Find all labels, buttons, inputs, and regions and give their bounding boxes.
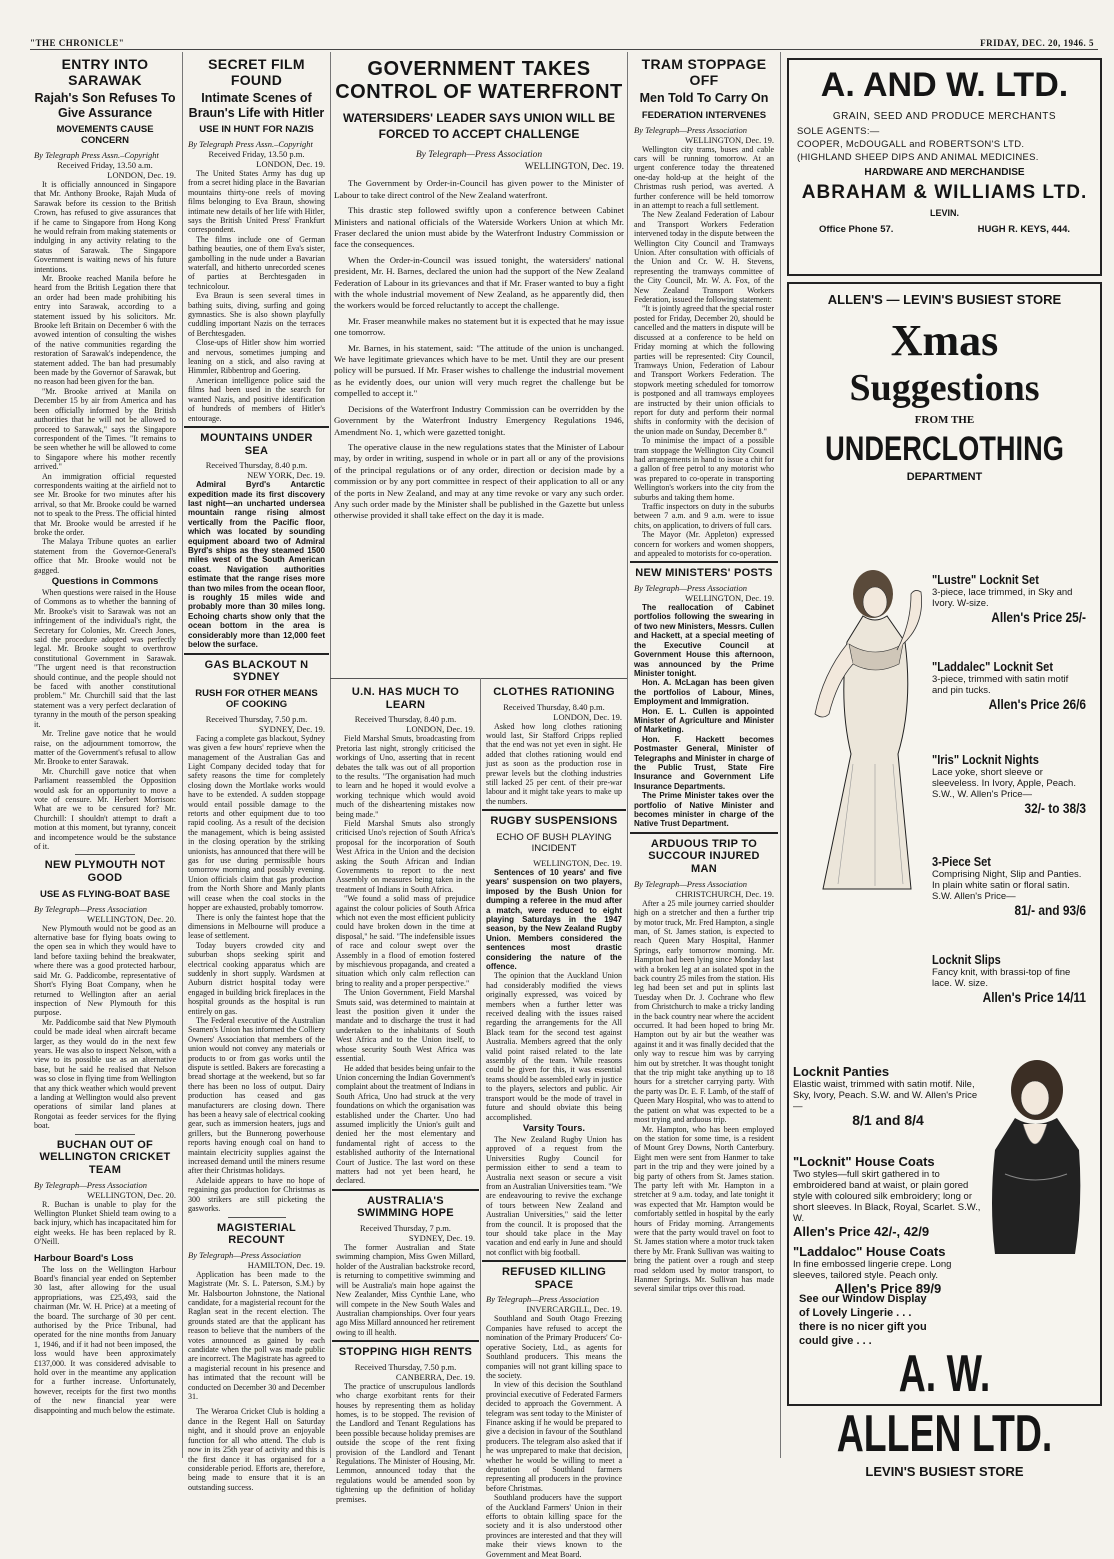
paragraph: Field Marshal Smuts also strongly criticised Uno's rejection of South Africa's proposal for the incorporation of South West Africa in the Union and the decision asking the South African and Indian Governments to report to the next Assembly on measures being taken in the treatment of Indians in South Africa. (336, 818, 475, 894)
paragraph: Hon. A. McLagan has been given the portfolios of Labour, Mines, Employment and Immigration. (634, 678, 774, 707)
article-tram-stoppage (630, 56, 778, 558)
product-laddalec-locknit-set (932, 659, 1086, 712)
divider (332, 1340, 479, 1342)
paragraph: The films include one of German bathing beauties, one of them Eva's sister, gambolling in the nude under a Bavarian waterfall, and hitherto unrecorded scenes of parties at Berchtesgaden in technicolour. (188, 234, 325, 291)
kicker: FEDERATION INTERVENES (641, 109, 767, 121)
article-buchan (30, 1139, 180, 1415)
paragraph: The Mayor (Mr. Appleton) expressed concern for workers and women shoppers, and appealed to motorists for co-operation. (634, 530, 774, 559)
dateline: INVERCARGILL, Dec. 19. (526, 1304, 622, 1315)
ad-brand-block (789, 1344, 1100, 1479)
article-swimming (332, 1195, 479, 1337)
paragraph: Adelaide appears to have no hope of regaining gas production for Christmas as 300 strikers are still picketing the gasworks. (188, 1175, 325, 1214)
paragraph: R. Buchan is unable to play for the Wellington Plunket Shield team owing to a back injury, which has incapacitated him for eight weeks. He has been replaced by R. O'Neill. (34, 1199, 176, 1247)
paragraph: The Weraroa Cricket Club is holding a dance in the Regent Hall on Saturday night, and it should prove an enjoyable function for all who attend. The club is now in its 25th year of activity and this is the first dance it has organised for a considerable period. Efforts are, therefore, being made to ensure that it is an outstanding success. (188, 1407, 325, 1492)
received: Received Thursday, 7 p.m. (360, 1223, 451, 1234)
product-three-piece-set (932, 854, 1086, 918)
paragraph: When questions were raised in the House of Commons as to whether the banning of Mr. Brooke's visit to Sarawak was not an infringement of the individual's right, the Secretary for Colonies, Mr. Creech Jones, said the procedure adopted was perfectly legal. Mr. Brooke sought to overthrow constitutional Government in Sarawak. "The urgent need is that reconstruction should continue, and the people should not be faced with another constitutional problem." Mr. Churchill said that the last statement was a very perfect declaration of tyranny in the mouth of the person speaking it. (34, 588, 176, 729)
paragraph: The Malaya Tribune quotes an earlier statement from the Governor-General's office that Mr. Brooke would not be gagged. (34, 537, 176, 575)
paragraph: The former Australian and State swimming champion, Miss Gwen Millard, holder of the Australian backstroke record, is returning to competitive swimming and will be Australia's main hope against the New Zealander, Miss Cynthie Lane, who will compete in the New South Wales and Australian championships. Over four years ago Miss Millard announced her retirement owing to ill health. (336, 1243, 475, 1337)
paragraph: The opinion that the Auckland Union had considerably modified the views originally expressed, was voiced by members when a further letter was received dealing with the issues raised regarding the arrangements for the All Black team for the second test against Australia. Members agreed that the only valid point raised related to the late assembly of the team. While reasons could be given for this, it was essential teams should be assembled early in justice to the players, selectors and public. Air transport would be the mode of travel in future and should obviate this being accomplished. (486, 971, 622, 1122)
dateline: WELLINGTON, Dec. 19. (685, 593, 774, 604)
column-divider (480, 678, 481, 1458)
paragraph: Hon. F. Hackett becomes Postmaster General, Minister of Telegraphs and Minister in charge of the Public Trust, State Fire Insurance and Government Life Insurance Departments. (634, 734, 774, 791)
paragraph: Mr. Hampton, who has been employed on the station for some time, is a resident of Mount Grey Downs, North Canterbury. Eight men were sent from Hanmer to take part in the trip and they were joined by a big party of others from St. James station. The party left with Mr. Hampton in a stretcher at 9 a.m. today, and late tonight it was expected that Mr. Hampton would be comfortably settled in hospital by the early hours of Friday morning. Arrangements were that the party would travel on foot to St. James station where a motor truck taken there by Mr. Frank Sullivan was waiting to bring the patient over a rough and steep road seldom used by motor transport, to Hanmer Springs. Mr. Sullivan has made several similar trips over this road. (634, 1124, 774, 1294)
divider (482, 1260, 626, 1262)
headline: STOPPING HIGH RENTS (338, 1346, 473, 1359)
paragraph: This drastic step followed swiftly upon a conference between Cabinet Ministers and national officials of the Waterside Workers Union at which Mr. Fraser declared the union must abide by the Waterfront Industry Commission or face the consequences. (334, 205, 624, 250)
ad-brand: A. W. ALLEN LTD. (836, 1345, 1053, 1463)
paragraph: Eva Braun is seen several times in bathing suits, diving, surfing and going gymnastics. She is also shown playfully cuddling important Nazis on the terraces of Berchtesgaden. (188, 291, 325, 338)
main-subheadline: WATERSIDERS' LEADER SAYS UNION WILL BE FORCED TO ACCEPT CHALLENGE (343, 111, 615, 142)
product-description: Comprising Night, Slip and Panties. In plain white satin or floral satin. S.W. Allen's Price— (932, 869, 1082, 902)
subheadline: Men Told To Carry On (639, 91, 769, 106)
dateline: CHRISTCHURCH, Dec. 19. (675, 888, 774, 899)
product-name: "Laddalec" Locknit Set (932, 659, 1054, 674)
ad-title: A. AND W. LTD. (820, 66, 1069, 104)
column-divider (780, 52, 781, 1458)
paragraph: The Federal executive of the Australian Seamen's Union has informed the Colliery Owners' Association that members of the union would not convey any materials or products to or from gas works until the dispute is settled. Bakers are forecasting a bread shortage at the weekend, but so far there has been no loss of output. Dairy production has ceased and gas manufacturers are closing down. There has been a heavy sale of electrical cooking gear, such as immersion heaters, jugs and grillers, but the Bunnerong powerhouse reports having enough coal on hand to maintain electricity supplies against the increased demand until the miners resume after their Christmas holidays. (188, 1015, 325, 1176)
ad-line: (HIGHLAND SHEEP DIPS AND ANIMAL MEDICINES. (797, 152, 1039, 163)
divider (184, 426, 329, 428)
ad-header: ALLEN'S — LEVIN'S BUSIEST STORE (827, 292, 1062, 307)
paragraph: "We found a solid mass of prejudice against the colour policies of South Africa which not even the most efficient publicity could have broken down in the time at disposal," he said. "The indefensible issues of race and colour swept over the Assembly in a flood of emotion fostered by mischievous propaganda, and created a situation which only calm reflection can bring to reality and a proper perspective." (336, 894, 475, 988)
paragraph: The Union Government, Field Marshal Smuts said, was determined to maintain at least the position given it under the mandate and to discharge the trust it had undertaken to the inhabitants of South West Africa and to the Union itself, to whose security South West Africa was essential. (336, 988, 475, 1064)
product-laddaloc-house-coats (793, 1244, 983, 1296)
header-rule (30, 49, 1098, 50)
paragraph: Mr. Barnes, in his statement, said: "The attitude of the union is unchanged. We have legitimate grievances which have to be met. Until they are our present policy will be pursued. If Mr. Fraser wishes to challenge the industrial movement as he evidently does, our union will very much regret the challenge but be compelled to accept it." (334, 342, 624, 399)
housecoat-figure-illustration (975, 1054, 1095, 1254)
article-rugby (482, 815, 626, 1257)
paragraph: Decisions of the Waterfront Industry Commission can be overridden by the Government by the Waterfront Industry Emergency Regulations 1946, Amendment No. 1, which were gazetted tonight. (334, 403, 624, 437)
product-description: In fine embossed lingerie crepe. Long sleeves, tailored style. Peach only. (793, 1259, 952, 1281)
paragraph: "Mr. Brooke arrived at Manila on December 15 by air from America and has been officially informed by the British authorities that he will not be allowed to proceed to Sarawak," says the Singapore correspondent of the Times. "It remains to be seen whether he will be allowed to come to Singapore where his mother recently arrived." (34, 386, 176, 472)
ad-phone: Office Phone 57. (819, 224, 894, 235)
article-new-plymouth (30, 859, 180, 1130)
divider (630, 832, 778, 834)
ad-line: HARDWARE AND MERCHANDISE (864, 167, 1025, 178)
headline: NEW MINISTERS' POSTS (635, 567, 773, 580)
product-locknit-panties (793, 1064, 983, 1128)
product-description: Elastic waist, trimmed with satin motif. Nile, Sky, Ivory, Peach. S.W. and W. Allen's Price— (793, 1079, 978, 1112)
paragraph: Mr. Treline gave notice that he would raise, on the adjournment tomorrow, the matter of the Government's refusal to allow Mr. Brooke to enter Sarawak. (34, 729, 176, 767)
product-name: "Laddaloc" House Coats (793, 1244, 946, 1259)
dateline: LONDON, Dec. 19. (107, 169, 176, 180)
ad-line: COOPER, McDOUGALL and ROBERTSON'S LTD. (797, 139, 1025, 150)
kicker: USE AS FLYING-BOAT BASE (39, 888, 171, 900)
column-5 (630, 52, 778, 1458)
paragraph: In view of this decision the Southland provincial executive of Federated Farmers decided to approach the Government. A telegram was sent today to the Minister of Finance asking if he would be prepared to give a decision in favour of the Southland producers. The telegram also asked that if he was unprepared to make that decision, whether he would be willing to meet a deputation of Southland farmers representing all producers in the province before Christmas. (486, 1380, 622, 1493)
column-3 (332, 682, 479, 1504)
paragraph: Close-ups of Hitler show him worried and nervous, sometimes jumping and leaning on a stick, and also raving at Himmler, Ribbentrop and Goering. (188, 338, 325, 376)
headline: RUGBY SUSPENSIONS (490, 815, 618, 828)
received: Received Thursday, 7.50 p.m. (205, 713, 308, 724)
product-description: 3-piece, trimmed with satin motif and pin tucks. (932, 674, 1069, 696)
byline: By Telegraph—Press Association (34, 903, 148, 914)
ad-from: FROM THE (914, 414, 975, 426)
kicker: USE IN HUNT FOR NAZIS (199, 123, 314, 135)
nightgown-figure-illustration (793, 564, 943, 894)
headline: U.N. HAS MUCH TO LEARN (351, 686, 460, 711)
ad-company: ABRAHAM & WILLIAMS LTD. (801, 182, 1088, 203)
headline: NEW PLYMOUTH NOT GOOD (44, 859, 166, 885)
subheadline: Rajah's Son Refuses To Give Assurance (34, 91, 176, 120)
byline: By Telegraph—Press Association (634, 878, 748, 889)
paragraph: Traffic inspectors on duty in the suburbs between 7 a.m. and 9 a.m. were to issue chits, on application, to drivers of full cars. (634, 502, 774, 530)
received: Received Thursday, 8.40 p.m. (354, 714, 457, 725)
paragraph: When the Order-in-Council was issued tonight, the watersiders' national president, Mr. H. Barnes, declared the union had the support of the New Zealand Federation of Labour in its grievances and that if Mr. Fraser wanted to buy a fight with the whole industrial movement of New Zealand, as he apparently did, then the workers would be forced reluctantly to accept the challenge. (334, 254, 624, 311)
paragraph: The reallocation of Cabinet portfolios following the swearing in of two new Ministers, Messrs. Cullen and Hackett, at a special meeting of the Executive Council at Government House this afternoon, was announced by the Prime Minister tonight. (634, 603, 774, 678)
column-divider (627, 52, 628, 1458)
paragraph: Hon. E. L. Cullen is appointed Minister of Agriculture and Minister of Marketing. (634, 706, 774, 735)
kicker: ECHO OF BUSH PLAYING INCIDENT (496, 831, 612, 854)
paragraph: The New Zealand Federation of Labour and Transport Workers Federation intervened today in the dispute between the Wellington City Council and Tramways Union. After consultation with officials of the Union and Cr. W. H. Stevens, representing the tramways committee of the City Council, Mr. W. A. Fox, of the New Zealand Transport Workers Federation, issued the following statement: (634, 210, 774, 305)
window-display-promo (799, 1292, 999, 1348)
article-rents (332, 1346, 479, 1504)
headline: ENTRY INTO SARAWAK (61, 56, 149, 89)
main-headline: GOVERNMENT TAKES CONTROL OF WATERFRONT (335, 58, 623, 103)
ad-suggestions: Suggestions (849, 367, 1040, 409)
ad-line: SOLE AGENTS:— (797, 126, 880, 137)
product-price: Allen's Price 42/-, 42/9 (793, 1224, 930, 1239)
product-lustre-locknit-set (932, 572, 1086, 625)
paragraph: Facing a complete gas blackout, Sydney was given a few hours' reprieve when the management of the Australian Gas and Light Company decided today that for safety reasons the time for completely closing down the Mortlake works would have to be extended. A sudden stoppage would entail possible damage to the retorts and other equipment due to too rapid cooling. As a result of the decision the management, which is being assisted in the closing operation by the striking unionists, has announced that there will be gas for use during permissible hours tomorrow morning and possibly evening. Union officials claim that gas production from the North Shore and Manly plants will cease when the coal stocks in the hopper are exhausted, probably tomorrow. (188, 733, 325, 913)
paragraph: The New Zealand Rugby Union has approved of a request from the Universities Rugby Council for permission either to send a team to Australia next season or secure a visit from an Australian Universities team. "We are endeavouring to revive the exchange of tours between New Zealand and Australian Universities," said the letter from the council. It is proposed that the tour should take place in the May vacation and end early in June and should not conflict with big football. (486, 1134, 622, 1257)
paragraph: The Government by Order-in-Council has given power to the Minister of Labour to take direct control of the New Zealand waterfront. (334, 178, 624, 200)
byline: By Telegraph—Press Association (634, 583, 748, 594)
headline: GAS BLACKOUT N SYDNEY (204, 658, 309, 684)
byline: By Telegraph Press Assn.–Copyright (34, 149, 159, 160)
ad-xmas: Xmas (890, 316, 999, 365)
ad-underclothing: UNDERCLOTHING (825, 430, 1064, 468)
divider (75, 1134, 135, 1135)
ad-tagline: LEVIN'S BUSIEST STORE (865, 1464, 1024, 1479)
paragraph: Wellington city trams, buses and cable cars will be running tomorrow. At an urgent conference today the threatened one-day hold-up at the height of the Christmas rush period, was averted. A further conference will be held tomorrow in an attempt to reach a full settlement. (634, 144, 774, 210)
promo-line: could give . . . (799, 1335, 872, 1347)
dateline: WELLINGTON, Dec. 20. (87, 913, 176, 924)
paragraph: It is officially announced in Singapore that Mr. Anthony Brooke, Rajah Muda of Sarawak before its cession to the British Crown, has refused to give assurances that if he came to Singapore from Hong Kong he would refrain from making statements or indulging in any activity relating to the status of Sarawak. The Singapore Government is waiting news of his future intentions. (34, 179, 176, 274)
paragraph: New Plymouth would not be good as an alternative base for flying boats owing to the open sea in which they would have to land before taxiing behind the breakwater, where there was a good protected harbour, said Mr. G. Paddicombe, representative of Short's Flying Boat Company, when he returned to Wellington after an aerial inspection of New Plymouth for this purpose. (34, 923, 176, 1018)
product-name: "Iris" Locknit Nights (932, 752, 1039, 767)
column-divider (330, 52, 331, 1458)
paragraph: American intelligence police said the films had been used in the search for wanted Nazis, and positive identification of hundreds of members of Hitler's entourage. (188, 375, 325, 423)
byline: By Telegraph—Press Association (486, 1294, 600, 1305)
byline: By Telegraph—Press Association (188, 1249, 302, 1260)
paragraph: Asked how long clothes rationing would last, Sir Stafford Cripps replied that the end was not yet even in sight. He added that clothes rationing would end just as soon as the production rose in prewar levels but the clothing industries still lacked 25 per cent. of their pre-war labour and it might take years to make up the numbers. (486, 721, 622, 806)
product-price: 8/1 and 8/4 (852, 1112, 924, 1128)
dateline: WELLINGTON, Dec. 19. (524, 162, 624, 173)
ad-town: LEVIN. (929, 208, 959, 218)
dateline: WELLINGTON, Dec. 20. (87, 1189, 176, 1200)
headline: AUSTRALIA'S SWIMMING HOPE (357, 1194, 454, 1220)
article-gas-blackout (184, 659, 329, 1214)
dateline: SYDNEY, Dec. 19. (408, 1233, 475, 1244)
paragraph: The loss on the Wellington Harbour Board's financial year ended on September 30 last, after allowing for the usual appropriations, was £25,493, said the chairman (Mr. W. H. Price) at a meeting of the board. The surcharge of 30 per cent. authorised by the Price Tribunal, had operated for the nine months from January 1, 1946, and if it had not been imposed, the loss would have been approximately £137,000. It was considered advisable to hold over in the meantime any application for a further increase. Unfortunately, however, receipts for the first two months of the new financial year were disappointing and much below the estimate. (34, 1264, 176, 1415)
paragraph: The United States Army has dug up from a secret hiding place in the Bavarian mountains thirty-one reels of moving films belonging to Eva Braun, showing intimate new details of her life with Hitler, says the British United Press' Frankfurt correspondent. (188, 168, 325, 235)
divider (332, 1189, 479, 1191)
column-4 (482, 682, 626, 1559)
product-name: "Locknit" House Coats (793, 1154, 935, 1169)
paragraph: Mr. Fraser meanwhile makes no statement but it is expected that he may issue one tomorrow. (334, 315, 624, 338)
received: Received Friday, 13.50 p.m. (208, 148, 305, 159)
ad-manager: HUGH R. KEYS, 444. (977, 224, 1070, 235)
product-description: 3-piece, lace trimmed, in Sky and Ivory. W-size. (932, 587, 1073, 609)
paragraph: Sentences of 10 years' and five years' suspension on two players, imposed by the Bush Union for dumping a referee in the mud after a match, were reduced to eight playing Saturdays in the 1947 season, by the New Zealand Rugby Union. Members considered the sentences most drastic considering the nature of the offence. (486, 867, 622, 971)
product-price: Allen's Price 89/9 (834, 1281, 942, 1296)
column-1 (30, 52, 180, 1458)
dateline: NEW YORK, Dec. 19. (247, 470, 325, 481)
article-secret-film (184, 56, 329, 423)
dateline: WELLINGTON, Dec. 19. (685, 134, 774, 145)
dateline: SYDNEY, Dec. 19. (258, 723, 325, 734)
paragraph: The practice of unscrupulous landlords who charge exorbitant rents for their houses by representing them as holiday homes, is to be stopped. The revision of the Landlord and Tenant Regulations has been possible because holiday premises are outside the scope of the rent fixing provision of the Landlord and Tenant Regulations. The Minister of Housing, Mr. Lemmon, announced today that the regulations would be amended soon by tightening up the definition of holiday premises. (336, 1381, 475, 1504)
dateline: HAMILTON, Dec. 19. (247, 1259, 325, 1270)
received: Received Thursday, 8.40 p.m. (503, 701, 605, 712)
headline: TRAM STOPPAGE OFF (641, 56, 767, 89)
paragraph: Field Marshal Smuts, broadcasting from Pretoria last night, strongly criticised the workings of Uno, asserting that in recent debates the talk was out of all proportion to the results. "The organisation had much to learn and he hoped it would evolve a working technique which would avoid much of the disheartening mistakes now being made." (336, 734, 475, 819)
headline: ARDUOUS TRIP TO SUCCOUR INJURED MAN (648, 837, 760, 876)
paragraph: To minimise the impact of a possible tram stoppage the Wellington City Council had arrangements in hand to issue a chit for a gallon of free petrol to any motorist who was prepared to co-operate in transporting Wellington's workers into the city from the suburbs and taking them home. (634, 436, 774, 502)
paragraph: Today buyers crowded city and suburban shops seeking spirit and electrical cooking apparatus which are suddenly in short supply. Wardsmen at Auburn district hospital today were engaged in building brick fireplaces in the hospital grounds as the hospital is run entirely on gas. (188, 940, 325, 1016)
paragraph: Southland producers have the support of the Auckland Farmers' Union in their efforts to obtain killing space for the society and it is also understood other provinces are interested and that they will make their views known to the Government and Meat Board. (486, 1493, 622, 1559)
article-mountains (184, 432, 329, 650)
product-price: Allen's Price 26/6 (988, 696, 1086, 712)
article-clothes-rationing (482, 686, 626, 806)
divider (75, 854, 135, 855)
paragraph: The operative clause in the new regulations states that the Minister of Labour may, by order in writing, suspend in whole or in part all or any of the provisions of the principal regulations or of any order, direction or decision made by a commission or by any port committee in respect of their application to all or any of the ports in New Zealand, and may at any time revoke or vary any such order. Any such order made by the Minister shall be published in the Gazette but unless otherwise provided it shall take effect on the day it is made. (334, 441, 624, 521)
product-name: 3-Piece Set (932, 854, 991, 869)
kicker: RUSH FOR OTHER MEANS OF COOKING (195, 687, 318, 710)
headline: BUCHAN OUT OF WELLINGTON CRICKET TEAM (39, 1138, 171, 1176)
paragraph: Admiral Byrd's Antarctic expedition made its first discovery last night—an uncharted undersea mountain range rising almost vertically from the Pacific floor, which was located by sounding equipment aboard two of Admiral Byrd's ships as they steamed 1500 miles west of the South American coast. Navigation authorities estimate that the range rises more than two miles from the ocean floor, is roughly 15 miles wide and probably more than 30 miles long. Echoing charts show only that the ocean bottom in the area is considerably more than 12,000 feet below the surface. (188, 480, 325, 650)
article-sarawak (30, 56, 180, 851)
divider (630, 561, 778, 563)
promo-line: See our Window Display (799, 1293, 927, 1305)
paragraph: Application has been made to the Magistrate (Mr. S. L. Paterson, S.M.) by Mr. Halsbourton Johnstone, the National candidate, for a magisterial recount for the Raglan seat in the recent election. The grounds stated are that the applicant has reason to believe that the numbers of the votes announced as gained by each candidate when the poll was made public are incorrect. The Magistrate has agreed to a magisterial recount in his presence and has intimated that the recount will be conducted on December 30 and December 31. (188, 1269, 325, 1402)
paper-name: "THE CHRONICLE" (30, 38, 125, 48)
headline: REFUSED KILLING SPACE (501, 1266, 607, 1291)
section-head: Questions in Commons (51, 576, 159, 587)
dateline: LONDON, Dec. 19. (406, 724, 475, 735)
dateline: CANBERRA, Dec. 19. (395, 1371, 475, 1382)
article-arduous-trip (630, 838, 778, 1294)
product-price: Allen's Price 14/11 (982, 989, 1086, 1005)
promo-line: there is no nicer gift you (799, 1321, 927, 1333)
page-date: FRIDAY, DEC. 20, 1946. 5 (980, 38, 1094, 48)
byline: By Telegraph—Press Association (34, 1179, 148, 1190)
paragraph: Southland and South Otago Freezing Companies have refused to accept the nomination of the Primary Producers' Co-operative Society, Ltd., as agents for Southland producers. This means the companies will not grant killing space to the society. (486, 1314, 622, 1380)
subheadline: Intimate Scenes of Braun's Life with Hitler (188, 91, 325, 120)
article-new-ministers (630, 567, 778, 828)
section-head: Harbour Board's Loss (34, 1252, 134, 1264)
product-name: Locknit Slips (932, 952, 1001, 967)
received: Received Thursday, 8.40 p.m. (205, 460, 308, 471)
paragraph: Mr. Brooke reached Manila before he heard from the British Legation there that an order had been made prohibiting his entry into Sarawak, according to a statement issued by his solicitors. Mr. Brooke left Britain on December 6 with the avowed intention of consulting the wishes of the native communities regarding the restoration of Sarawak's independence, the statement added. The ban had presumably been made by the Governor of Sarawak, but no reason had been given for the ban. (34, 274, 176, 387)
ad-line: GRAIN, SEED AND PRODUCE MERCHANTS (832, 111, 1057, 122)
column-2 (184, 52, 329, 1492)
received: Received Friday, 13.50 a.m. (57, 159, 153, 170)
headline: SECRET FILM FOUND (208, 56, 305, 89)
kicker: MOVEMENTS CAUSE CONCERN (56, 123, 154, 146)
divider (228, 1217, 286, 1218)
divider (482, 809, 626, 811)
product-description: Two styles—full skirt gathered in to embroidered band at waist, or plain gored style with coloured silk embroidery; long or short sleeves. In Black, Royal, Scarlet. S.W., W. (793, 1169, 981, 1224)
article-un (332, 686, 479, 1186)
advertisement-allens (787, 282, 1102, 1479)
product-description: Lace yoke, short sleeve or sleeveless. In Ivory, Apple, Peach. S.W., W. Allen's Price— (932, 767, 1076, 800)
product-name: Locknit Panties (793, 1064, 890, 1079)
byline: By Telegraph—Press Association (415, 150, 543, 161)
article-magisterial (184, 1222, 329, 1493)
paragraph: There is only the faintest hope that the dimensions in Melbourne will produce a lease of settlement. (188, 912, 325, 941)
received: Received Thursday, 7.50 p.m. (354, 1361, 457, 1372)
product-locknit-house-coats (793, 1154, 983, 1239)
dateline: LONDON, Dec. 19. (256, 158, 325, 169)
paragraph: Mr. Churchill gave notice that when Parliament reassembled the Opposition would ask for an opportunity to move a vote of censure. Mr. Herbert Morrison: What are we to be censured for? Mr. Churchill: I shouldn't attempt to draft a motion at this moment, but tyranny, conceit and incompetence would be the substance of it. (34, 766, 176, 851)
product-description: Fancy knit, with brassi-top of fine lace. W. size. (932, 967, 1071, 989)
headline: MOUNTAINS UNDER SEA (200, 431, 313, 457)
byline: By Telegraph—Press Association (634, 124, 748, 135)
product-price: Allen's Price 25/- (991, 609, 1086, 625)
paragraph: After a 25 mile journey carried shoulder high on a stretcher and then a further trip by motor truck, Mr. Fred Hampton, a single man, of St. James station, is expected to reach Queen Mary Hospital, Hanmer Springs, early tomorrow morning. Mr. Hampton had been lying since Monday last with a broken leg at an isolated spot in the back country 25 miles from the station. His leg had been set and put in splints last Tuesday when Dr. J. Cochrane who flew from Christchurch to make a tricky landing in the back country near where the accident occurred. It had been hoped to bring Mr. Hampton out by air but the weather was against it and it was finally decided that the only way to rescue him was by carrying him out by stretcher. It was thought tonight that the trip might take anything up to 18 hours for a stretcher carrying party. With the party was Dr. E. F. Lamb, of the staff of Queen Mary Hospital, who was to attend to the patient on what was expected to be a most trying and arduous trip. (634, 898, 774, 1125)
byline: By Telegraph Press Assn.–Copyright (188, 138, 313, 149)
paragraph: An immigration official requested correspondents waiting at the airfield not to see Mr. Brooke for two minutes after his arrival, so that Mr. Brooke could be warned not to speak to the Press. The official hinted that Mr. Brooke would be arrested if he broke the order. (34, 471, 176, 537)
paragraph: Mr. Paddicombe said that New Plymouth could be made ideal when aircraft became larger, as they would do in the next few years. He was also to inspect Nelson, with a view to its possible use as an alternative base, but he said he realised that Nelson was so close in flying time from Wellington that any thick weather which would prevent a landing at Wellington would also prevent operations of similar land planes at Rongotai as feeder services for the flying boat. (34, 1017, 176, 1131)
dateline: WELLINGTON, Dec. 19. (533, 857, 622, 868)
divider (184, 653, 329, 655)
headline: CLOTHES RATIONING (493, 686, 615, 698)
paragraph: "It is jointly agreed that the special roster posted for Friday, December 20, should be cancelled and the matters in dispute will be discussed at a conference to be held on Friday morning at which the following parties will be represented: City Council, Tramways Union, Federation of Labour and Transport Workers Federation. The stopwork meeting scheduled for tomorrow is postponed and all tramways employees are instructed by their union officials to report for duty and perform their normal shifts in conformity with the decision of the union made on Sunday, December 8." (634, 304, 774, 436)
dateline: LONDON, Dec. 19. (553, 711, 622, 722)
product-price: 81/- and 93/6 (1014, 902, 1086, 918)
headline: MAGISTERIAL RECOUNT (216, 1221, 297, 1247)
product-iris-locknit-nights (932, 752, 1086, 816)
product-locknit-slips (932, 952, 1086, 1005)
product-name: "Lustre" Locknit Set (932, 572, 1039, 587)
section-head: Varsity Tours. (522, 1122, 586, 1134)
paragraph: The Prime Minister takes over the portfolio of Native Minister and becomes minister in charge of the Native Trust Department. (634, 791, 774, 829)
ad-department: DEPARTMENT (906, 471, 983, 483)
article-killing-space (482, 1266, 626, 1559)
main-story (334, 52, 624, 676)
ad-footer (819, 224, 1070, 235)
advertisement-abraham-williams (787, 58, 1102, 276)
promo-line: of Lovely Lingerie . . . (799, 1307, 912, 1319)
page-header (0, 0, 1114, 48)
paragraph: He added that besides being unfair to the Union concerning the Indian Government's complaint about the treatment of Indians in South Africa, Uno had struck at the very foundations on which the organisation was established under the Charter. Uno had assumed implicitly the Union's guilt and denied her the most elementary and fundamental right of access to the established authority of the International Court of Justice. The last word on these matters had not yet been heard, he declared. (336, 1063, 475, 1186)
section-rule (330, 678, 627, 679)
column-divider (182, 52, 183, 1458)
product-price: 32/- to 38/3 (1024, 800, 1086, 816)
